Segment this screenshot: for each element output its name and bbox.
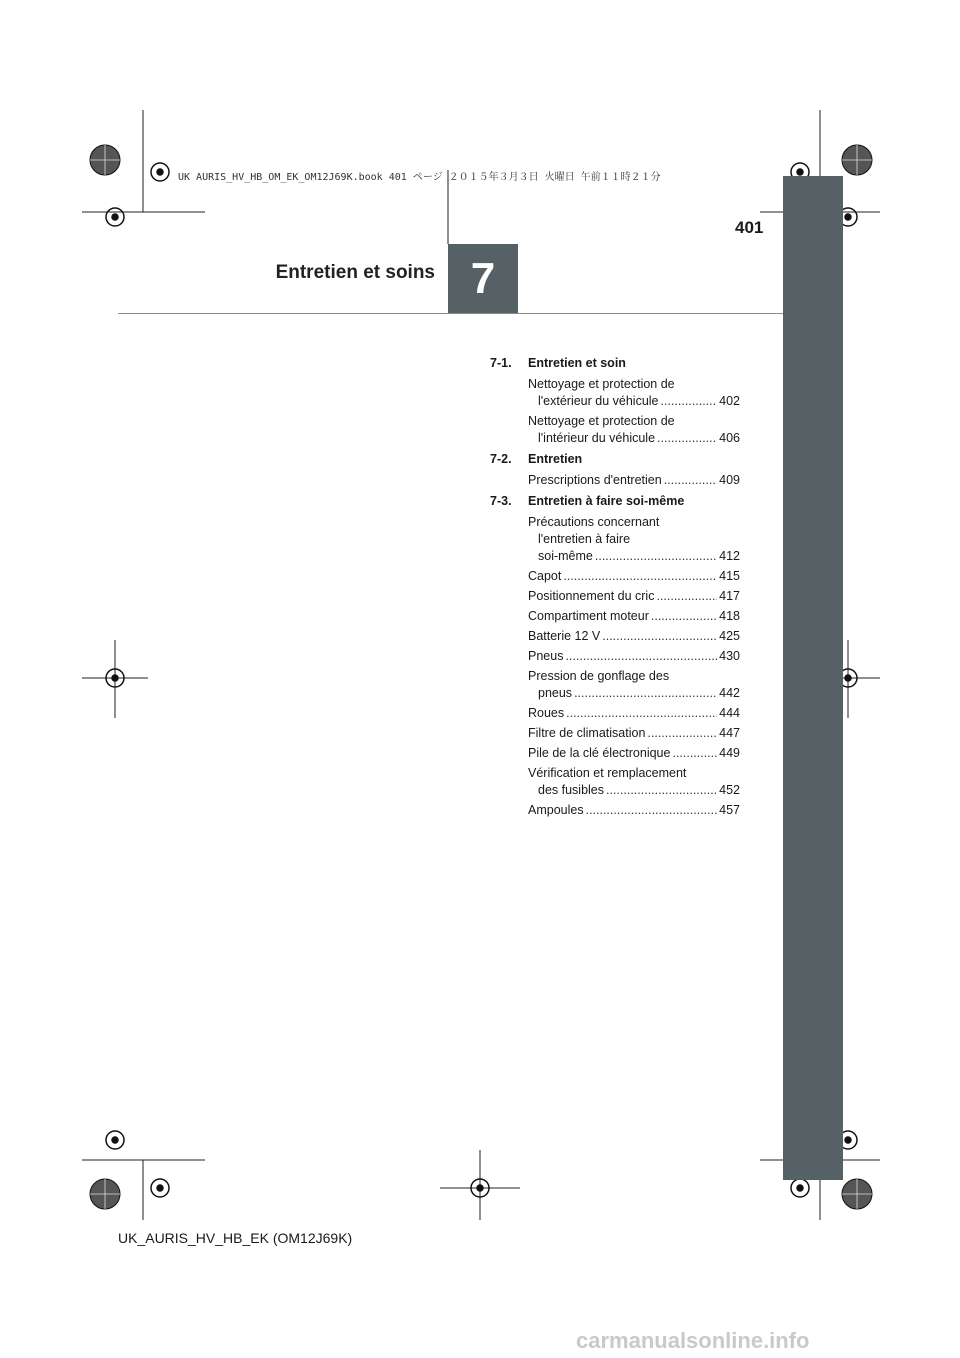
toc-entry[interactable]: Pression de gonflage des pneus ..... 442: [528, 668, 740, 702]
toc-entry[interactable]: Filtre de climatisation ..... 447: [528, 725, 740, 742]
section-title: Entretien: [528, 452, 583, 466]
chapter-title: Entretien et soins: [275, 262, 435, 283]
page-ref: 447: [719, 726, 740, 740]
section-number: 7-1.: [490, 356, 512, 370]
toc-entry[interactable]: Précautions concernant l'entretien à faire soi-même ..... 412: [528, 514, 740, 565]
toc-entry[interactable]: Prescriptions d'entretien ..... 409: [528, 472, 740, 489]
section-number: 7-2.: [490, 452, 512, 466]
page-ref: 415: [719, 569, 740, 583]
page-ref: 430: [719, 649, 740, 663]
toc-entry[interactable]: Capot ..... 415: [528, 568, 740, 585]
page-ref: 444: [719, 706, 740, 720]
table-of-contents: [490, 355, 740, 823]
toc-section: [490, 451, 740, 489]
toc-entry[interactable]: Nettoyage et protection de l'intérieur du véhicule ..... 406: [528, 413, 740, 447]
toc-entry[interactable]: Roues ..... 444: [528, 705, 740, 722]
section-title: Entretien et soin: [528, 356, 626, 370]
chapter-sidebar-tab: [783, 176, 843, 1180]
page-ref: 457: [719, 803, 740, 817]
site-watermark: carmanualsonline.info: [576, 1328, 810, 1353]
section-title: Entretien à faire soi-même: [528, 494, 685, 508]
toc-entry[interactable]: Compartiment moteur ..... 418: [528, 608, 740, 625]
toc-section: [490, 355, 740, 447]
page-ref: 402: [719, 394, 740, 408]
toc-entry[interactable]: Nettoyage et protection de l'extérieur du véhicule ..... 402: [528, 376, 740, 410]
document-footer-code: UK_AURIS_HV_HB_EK (OM12J69K): [118, 1230, 353, 1246]
page-ref: 442: [719, 686, 740, 700]
toc-entry[interactable]: Ampoules ..... 457: [528, 802, 740, 819]
page-ref: 417: [719, 589, 740, 603]
registration-target: [106, 163, 857, 1197]
page-ref: 449: [719, 746, 740, 760]
section-number: 7-3.: [490, 494, 512, 508]
toc-entry[interactable]: Pile de la clé électronique ..... 449: [528, 745, 740, 762]
toc-entry[interactable]: Vérification et remplacement des fusibles ..... 452: [528, 765, 740, 799]
page-ref: 412: [719, 549, 740, 563]
toc-entry[interactable]: Positionnement du cric ..... 417: [528, 588, 740, 605]
book-file-info: UK AURIS_HV_HB_OM_EK_OM12J69K.book 401 ページ ２０１５年３月３日 火曜日 午前１１時２１分: [178, 172, 661, 183]
page-ref: 406: [719, 431, 740, 445]
toc-entry[interactable]: Batterie 12 V ..... 425: [528, 628, 740, 645]
page-ref: 425: [719, 629, 740, 643]
page-number: 401: [735, 218, 764, 237]
header-rule: [118, 313, 783, 314]
page-ref: 418: [719, 609, 740, 623]
toc-entry[interactable]: Pneus ..... 430: [528, 648, 740, 665]
toc-section: [490, 493, 740, 819]
page-ref: 452: [719, 783, 740, 797]
chapter-number: 7: [470, 254, 496, 303]
page-ref: 409: [719, 473, 740, 487]
